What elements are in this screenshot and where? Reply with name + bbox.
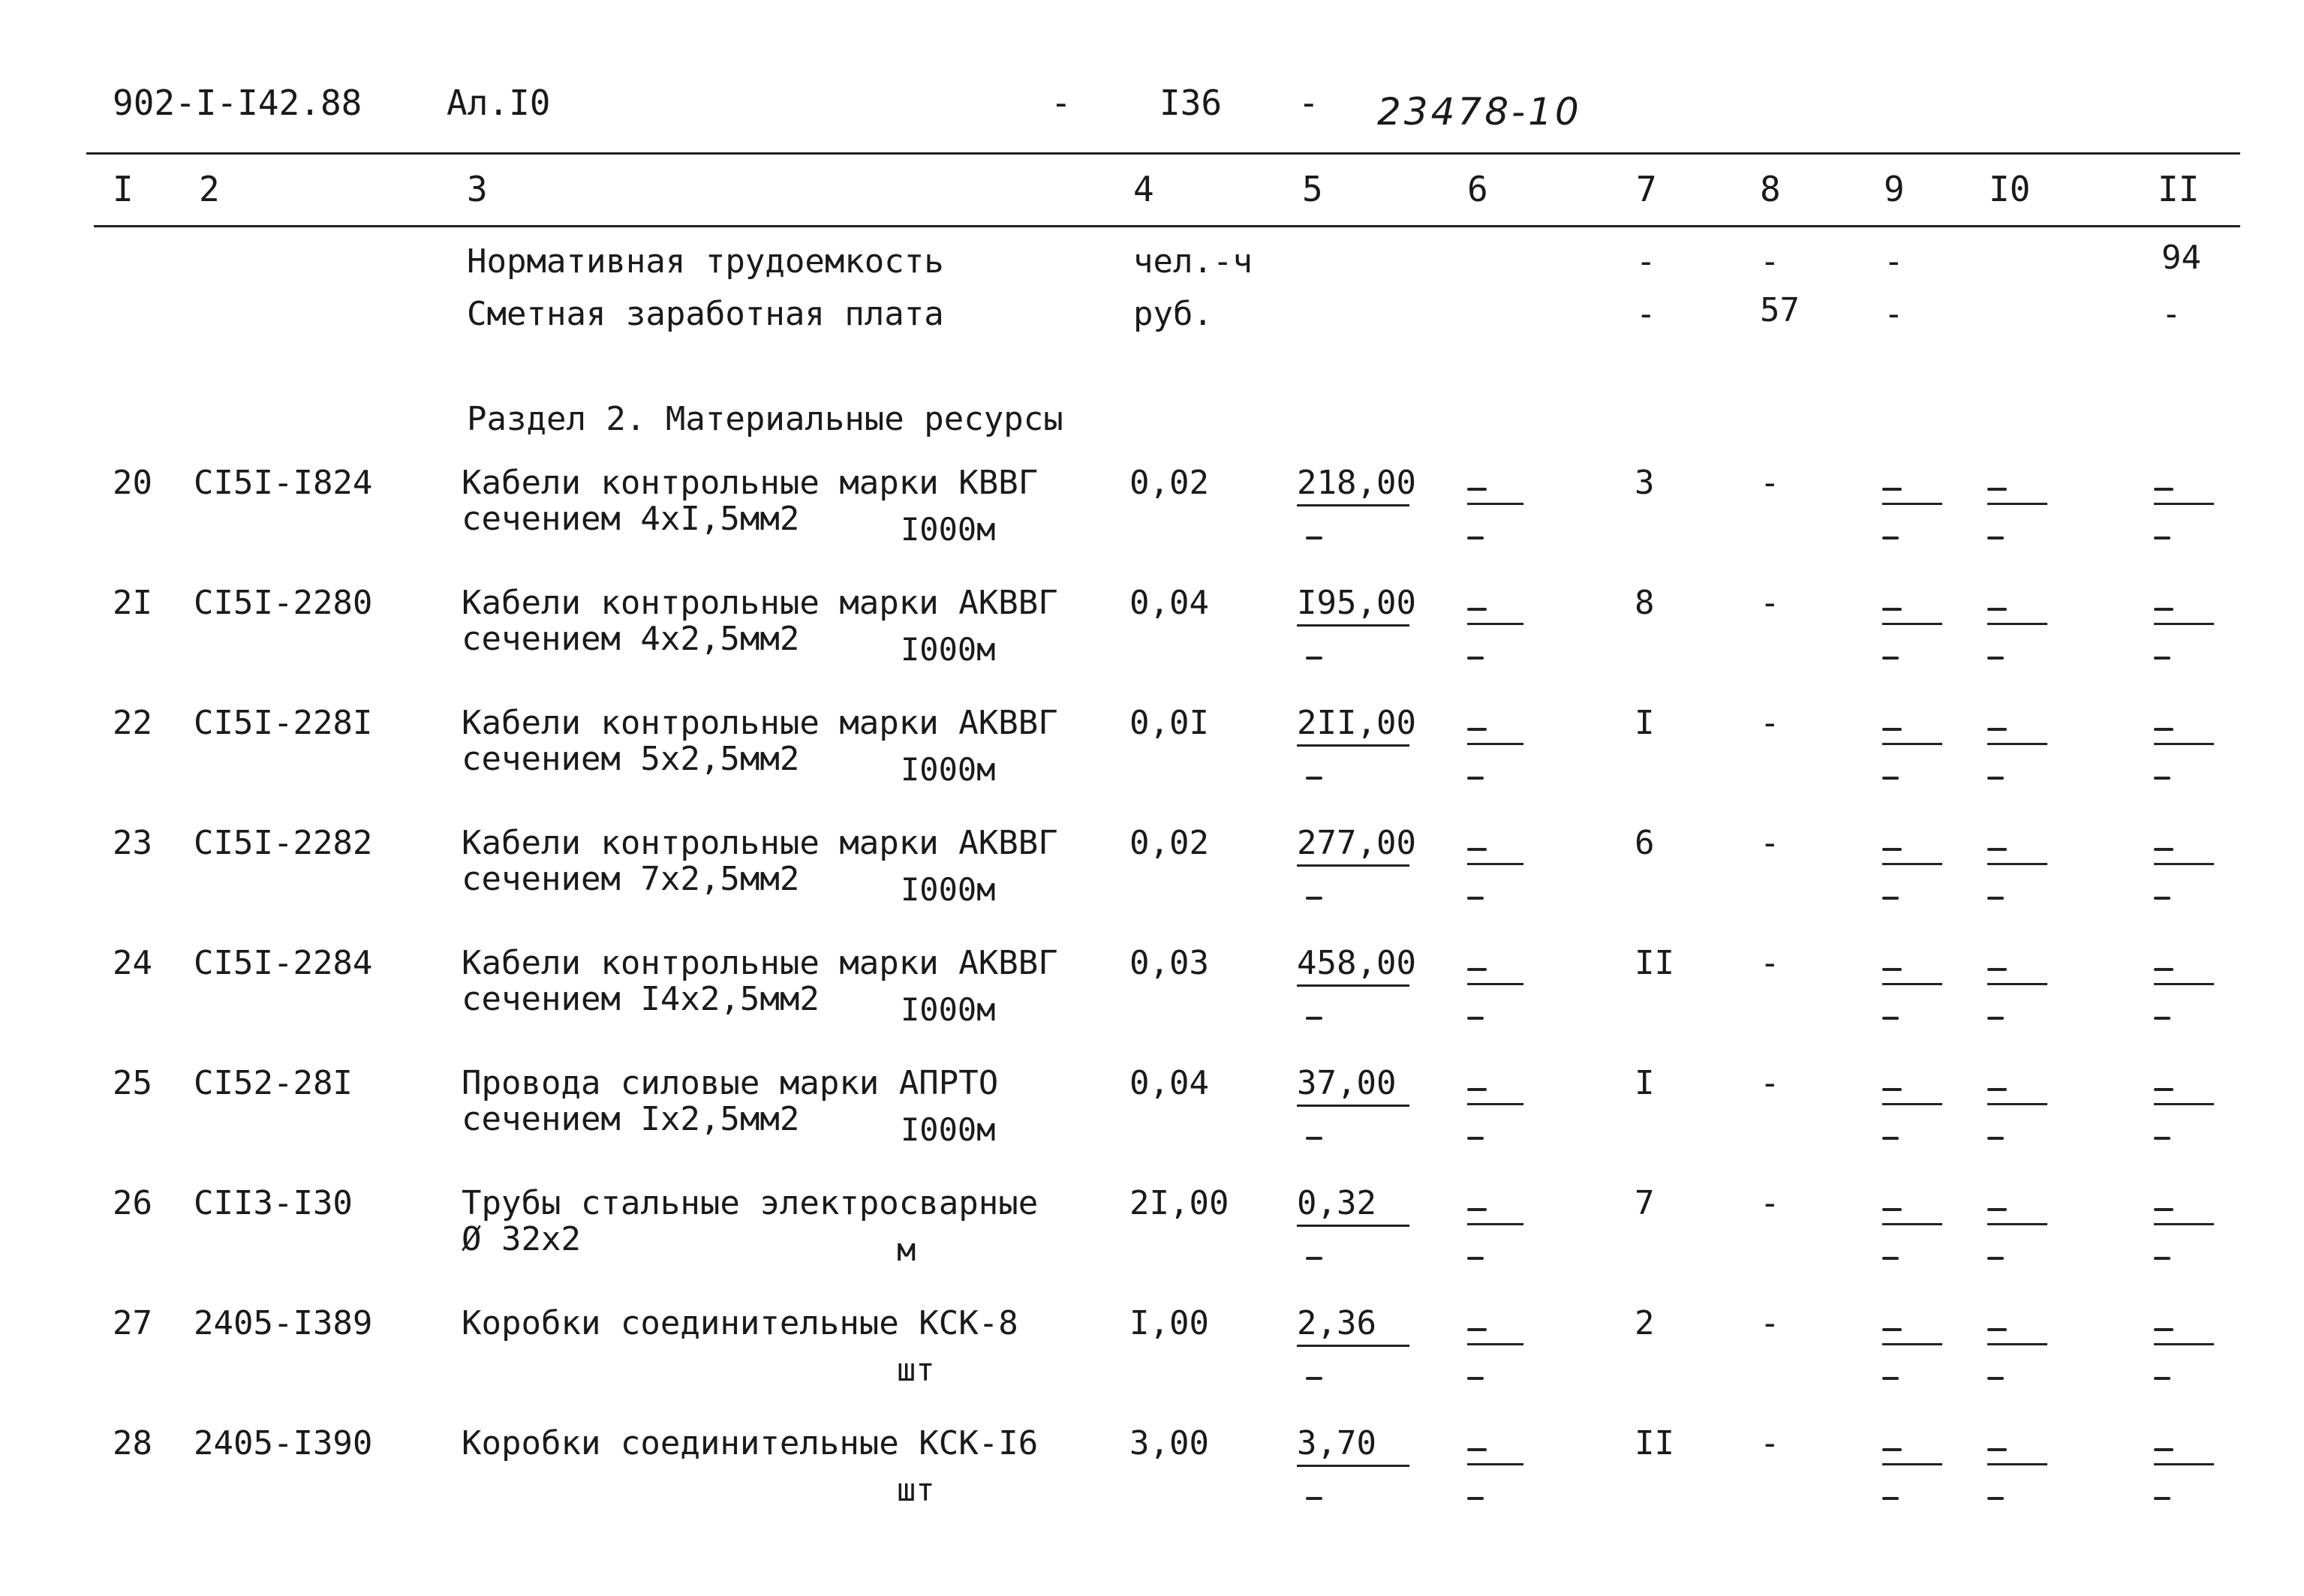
col9-dash-lower — [1882, 537, 1899, 540]
col10-dash — [1987, 1448, 2007, 1451]
row-number: 22 — [113, 704, 152, 742]
unit: шт — [897, 1471, 935, 1508]
col6-dash-lower — [1467, 1497, 1484, 1500]
price-underline — [1297, 504, 1409, 506]
col7-value: 3 — [1635, 464, 1655, 502]
col6-dash — [1467, 848, 1487, 851]
column-header-rule — [94, 225, 2240, 227]
price-dash — [1306, 1257, 1322, 1260]
page-number: I36 — [1160, 83, 1223, 123]
column-header: 5 — [1302, 169, 1323, 209]
handwritten-number: 23478-10 — [1377, 90, 1582, 134]
resource-name: Трубы стальные электросварные — [462, 1184, 1039, 1222]
col10-dash-lower — [1987, 1377, 2004, 1380]
resource-name: Кабели контрольные марки АКВВГ — [462, 704, 1058, 742]
row-number: 24 — [113, 944, 152, 982]
resource-name-line2: сечением 5х2,5мм2 — [462, 740, 800, 778]
unit: I000м — [901, 871, 996, 908]
col6-dash-lower — [1467, 897, 1484, 900]
col6-dash-lower — [1467, 1257, 1484, 1260]
col9-underline — [1882, 863, 1942, 865]
col7-value: II — [1635, 944, 1674, 982]
document-header — [0, 75, 2304, 135]
col9-underline — [1882, 1223, 1942, 1225]
col11-underline — [2154, 1343, 2214, 1345]
col11-dash — [2154, 1328, 2173, 1331]
col6-dash — [1467, 968, 1487, 971]
unit-price: 37,00 — [1297, 1064, 1397, 1102]
column-header: 3 — [467, 169, 488, 209]
quantity: 2I,00 — [1129, 1184, 1229, 1222]
col9-underline — [1882, 983, 1942, 985]
col7-value: I — [1635, 1064, 1655, 1102]
resource-code: CI5I-2280 — [194, 584, 373, 622]
col9-dash-lower — [1882, 1137, 1899, 1140]
sheet-label: Ал.I0 — [447, 83, 551, 123]
resource-name: Кабели контрольные марки АКВВГ — [462, 584, 1058, 622]
col6-dash — [1467, 1088, 1487, 1091]
header-rule — [86, 152, 2240, 155]
col6-dash-lower — [1467, 657, 1484, 660]
row-number: 23 — [113, 824, 152, 862]
unit: I000м — [901, 991, 996, 1028]
col6-dash-lower — [1467, 1137, 1484, 1140]
col11-dash-lower — [2154, 1497, 2170, 1500]
col6-dash — [1467, 1448, 1487, 1451]
quantity: 3,00 — [1129, 1424, 1209, 1462]
header-separator: - — [1051, 83, 1072, 123]
unit-price: I95,00 — [1297, 584, 1416, 622]
col9-dash — [1882, 1328, 1902, 1331]
col6-underline — [1467, 1463, 1523, 1465]
labor-norm-col7: - — [1636, 242, 1656, 281]
price-dash — [1306, 897, 1322, 900]
col10-underline — [1987, 1103, 2047, 1105]
col9-dash-lower — [1882, 1257, 1899, 1260]
labor-norm-col8: - — [1760, 242, 1780, 281]
resource-name-line2: Ø 32х2 — [462, 1220, 581, 1258]
price-dash — [1306, 1017, 1322, 1020]
col11-dash — [2154, 488, 2173, 491]
section-title: Раздел 2. Материальные ресурсы — [467, 400, 1063, 438]
col8-value: - — [1760, 464, 1780, 502]
col11-dash-lower — [2154, 1377, 2170, 1380]
col9-dash-lower — [1882, 1017, 1899, 1020]
price-underline — [1297, 1345, 1409, 1347]
col11-dash-lower — [2154, 1137, 2170, 1140]
unit: I000м — [901, 631, 996, 668]
col8-value: - — [1760, 1064, 1780, 1102]
col9-dash — [1882, 1208, 1902, 1211]
labor-wage-name: Сметная заработная плата — [467, 295, 944, 333]
col6-dash-lower — [1467, 537, 1484, 540]
column-header: I — [113, 169, 134, 209]
col11-dash — [2154, 608, 2173, 611]
col11-underline — [2154, 1103, 2214, 1105]
col8-value: - — [1760, 1184, 1780, 1222]
col6-underline — [1467, 743, 1523, 745]
labor-wage-col11: - — [2161, 295, 2182, 333]
col10-dash-lower — [1987, 1137, 2004, 1140]
unit-price: 0,32 — [1297, 1184, 1376, 1222]
column-header: II — [2158, 169, 2200, 209]
col6-dash — [1467, 488, 1487, 491]
unit-price: 458,00 — [1297, 944, 1416, 982]
col11-dash — [2154, 1088, 2173, 1091]
resource-name: Провода силовые марки АПРТО — [462, 1064, 999, 1102]
price-underline — [1297, 1105, 1409, 1107]
col11-underline — [2154, 623, 2214, 625]
col6-dash-lower — [1467, 1017, 1484, 1020]
quantity: 0,02 — [1129, 824, 1209, 862]
col6-underline — [1467, 863, 1523, 865]
col8-value: - — [1760, 944, 1780, 982]
col11-dash-lower — [2154, 777, 2170, 780]
col8-value: - — [1760, 1304, 1780, 1342]
column-header: 4 — [1133, 169, 1154, 209]
col6-dash — [1467, 728, 1487, 731]
unit: шт — [897, 1351, 935, 1388]
col6-dash — [1467, 608, 1487, 611]
resource-name: Кабели контрольные марки КВВГ — [462, 464, 1039, 502]
col10-dash-lower — [1987, 1257, 2004, 1260]
col9-dash — [1882, 608, 1902, 611]
col7-value: 8 — [1635, 584, 1655, 622]
col11-dash — [2154, 848, 2173, 851]
col11-dash — [2154, 968, 2173, 971]
quantity: 0,0I — [1129, 704, 1209, 742]
resource-code: 2405-I389 — [194, 1304, 373, 1342]
col10-dash — [1987, 1088, 2007, 1091]
row-number: 27 — [113, 1304, 152, 1342]
col11-dash-lower — [2154, 1257, 2170, 1260]
col9-underline — [1882, 623, 1942, 625]
resource-code: CI5I-I824 — [194, 464, 373, 502]
quantity: 0,04 — [1129, 584, 1209, 622]
unit: I000м — [901, 511, 996, 548]
col10-underline — [1987, 863, 2047, 865]
col6-dash-lower — [1467, 777, 1484, 780]
col7-value: 2 — [1635, 1304, 1655, 1342]
col10-underline — [1987, 743, 2047, 745]
col10-dash — [1987, 1208, 2007, 1211]
unit-price: 2II,00 — [1297, 704, 1416, 742]
col9-underline — [1882, 1463, 1942, 1465]
price-underline — [1297, 1465, 1409, 1467]
col6-underline — [1467, 623, 1523, 625]
col6-dash — [1467, 1328, 1487, 1331]
quantity: I,00 — [1129, 1304, 1209, 1342]
column-header: 9 — [1884, 169, 1905, 209]
col10-dash — [1987, 608, 2007, 611]
col10-dash-lower — [1987, 1497, 2004, 1500]
col10-dash — [1987, 968, 2007, 971]
col11-underline — [2154, 863, 2214, 865]
col10-underline — [1987, 1343, 2047, 1345]
labor-norm-unit: чел.-ч — [1133, 242, 1253, 281]
col7-value: 6 — [1635, 824, 1655, 862]
col8-value: - — [1760, 584, 1780, 622]
col6-dash-lower — [1467, 1377, 1484, 1380]
col10-underline — [1987, 623, 2047, 625]
resource-name-line2: сечением I4х2,5мм2 — [462, 980, 820, 1018]
col11-dash-lower — [2154, 1017, 2170, 1020]
col9-dash-lower — [1882, 1377, 1899, 1380]
resource-name: Коробки соединительные КСК-I6 — [462, 1424, 1039, 1462]
col11-dash-lower — [2154, 657, 2170, 660]
col10-underline — [1987, 503, 2047, 505]
col9-dash-lower — [1882, 1497, 1899, 1500]
quantity: 0,02 — [1129, 464, 1209, 502]
col6-dash — [1467, 1208, 1487, 1211]
col7-value: II — [1635, 1424, 1674, 1462]
labor-wage-unit: руб. — [1133, 295, 1213, 333]
price-dash — [1306, 537, 1322, 540]
col6-underline — [1467, 1103, 1523, 1105]
col9-dash-lower — [1882, 657, 1899, 660]
unit: м — [897, 1231, 916, 1268]
col10-dash — [1987, 1328, 2007, 1331]
row-number: 28 — [113, 1424, 152, 1462]
resource-code: CI5I-228I — [194, 704, 373, 742]
price-dash — [1306, 777, 1322, 780]
resource-code: CI5I-2282 — [194, 824, 373, 862]
labor-wage-col9: - — [1884, 295, 1904, 333]
col9-underline — [1882, 1343, 1942, 1345]
col11-underline — [2154, 503, 2214, 505]
doc-code: 902-I-I42.88 — [113, 83, 362, 123]
resource-name: Кабели контрольные марки АКВВГ — [462, 824, 1058, 862]
resource-name-line2: сечением Iх2,5мм2 — [462, 1100, 800, 1138]
unit-price: 218,00 — [1297, 464, 1416, 502]
column-header: 6 — [1467, 169, 1488, 209]
column-header: I0 — [1989, 169, 2031, 209]
col11-dash — [2154, 1448, 2173, 1451]
col8-value: - — [1760, 824, 1780, 862]
col9-dash — [1882, 1448, 1902, 1451]
col9-dash — [1882, 968, 1902, 971]
col9-underline — [1882, 503, 1942, 505]
col7-value: I — [1635, 704, 1655, 742]
resource-code: CII3-I30 — [194, 1184, 353, 1222]
col11-dash-lower — [2154, 537, 2170, 540]
unit-price: 3,70 — [1297, 1424, 1376, 1462]
resource-name: Кабели контрольные марки АКВВГ — [462, 944, 1058, 982]
col6-underline — [1467, 503, 1523, 505]
col10-dash — [1987, 728, 2007, 731]
column-header: 8 — [1760, 169, 1781, 209]
unit-price: 2,36 — [1297, 1304, 1376, 1342]
col8-value: - — [1760, 704, 1780, 742]
col9-dash — [1882, 1088, 1902, 1091]
col11-dash-lower — [2154, 897, 2170, 900]
price-underline — [1297, 624, 1409, 627]
col10-underline — [1987, 1223, 2047, 1225]
col9-dash — [1882, 488, 1902, 491]
col10-dash-lower — [1987, 897, 2004, 900]
row-number: 2I — [113, 584, 152, 622]
price-dash — [1306, 1137, 1322, 1140]
col7-value: 7 — [1635, 1184, 1655, 1222]
col9-underline — [1882, 743, 1942, 745]
resource-name-line2: сечением 4хI,5мм2 — [462, 500, 800, 538]
labor-norm-col11: 94 — [2161, 239, 2201, 277]
price-dash — [1306, 1497, 1322, 1500]
col9-dash-lower — [1882, 897, 1899, 900]
col11-underline — [2154, 983, 2214, 985]
quantity: 0,03 — [1129, 944, 1209, 982]
col10-dash-lower — [1987, 777, 2004, 780]
labor-wage-col7: - — [1636, 295, 1656, 333]
labor-norm-col9: - — [1884, 242, 1904, 281]
price-underline — [1297, 864, 1409, 867]
price-dash — [1306, 1377, 1322, 1380]
row-number: 20 — [113, 464, 152, 502]
col9-underline — [1882, 1103, 1942, 1105]
labor-norm-name: Нормативная трудоемкость — [467, 242, 944, 281]
col10-dash-lower — [1987, 657, 2004, 660]
col11-underline — [2154, 1463, 2214, 1465]
price-underline — [1297, 984, 1409, 987]
unit-price: 277,00 — [1297, 824, 1416, 862]
row-number: 25 — [113, 1064, 152, 1102]
col11-underline — [2154, 743, 2214, 745]
price-dash — [1306, 657, 1322, 660]
col9-dash-lower — [1882, 777, 1899, 780]
resource-code: CI52-28I — [194, 1064, 353, 1102]
col9-dash — [1882, 728, 1902, 731]
quantity: 0,04 — [1129, 1064, 1209, 1102]
col11-underline — [2154, 1223, 2214, 1225]
col10-dash — [1987, 848, 2007, 851]
col6-underline — [1467, 1343, 1523, 1345]
column-header: 2 — [199, 169, 220, 209]
row-number: 26 — [113, 1184, 152, 1222]
col11-dash — [2154, 1208, 2173, 1211]
col6-underline — [1467, 983, 1523, 985]
header-separator: - — [1298, 83, 1319, 123]
resource-name-line2: сечением 7х2,5мм2 — [462, 860, 800, 898]
unit: I000м — [901, 751, 996, 788]
price-underline — [1297, 744, 1409, 747]
resource-code: CI5I-2284 — [194, 944, 373, 982]
unit: I000м — [901, 1111, 996, 1148]
resource-name-line2: сечением 4х2,5мм2 — [462, 620, 800, 658]
labor-wage-col8: 57 — [1760, 291, 1800, 329]
col10-underline — [1987, 983, 2047, 985]
col11-dash — [2154, 728, 2173, 731]
col10-dash-lower — [1987, 537, 2004, 540]
col10-dash — [1987, 488, 2007, 491]
col6-underline — [1467, 1223, 1523, 1225]
col10-underline — [1987, 1463, 2047, 1465]
price-underline — [1297, 1225, 1409, 1227]
col8-value: - — [1760, 1424, 1780, 1462]
col10-dash-lower — [1987, 1017, 2004, 1020]
resource-name: Коробки соединительные КСК-8 — [462, 1304, 1018, 1342]
resource-code: 2405-I390 — [194, 1424, 373, 1462]
column-header: 7 — [1636, 169, 1657, 209]
col9-dash — [1882, 848, 1902, 851]
